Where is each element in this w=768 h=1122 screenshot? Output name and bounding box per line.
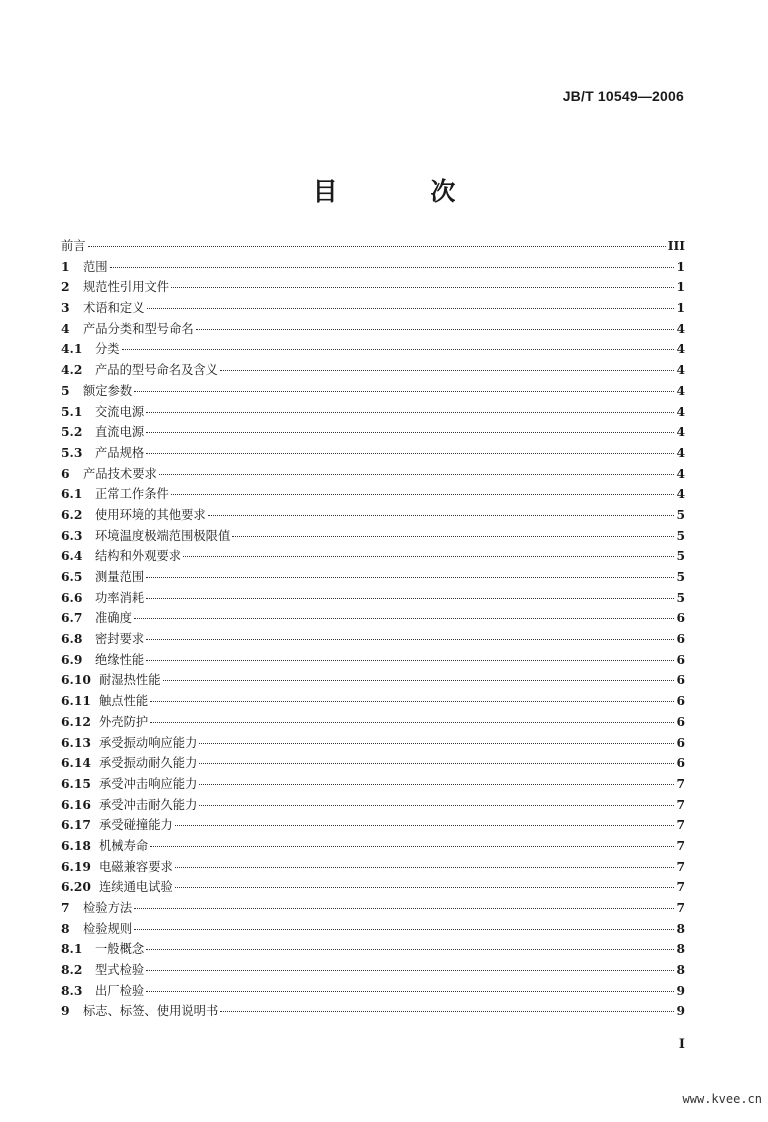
toc-entry-label: 产品的型号命名及含义 bbox=[95, 363, 218, 378]
toc-entry[interactable] bbox=[61, 691, 685, 712]
toc-entry-page: 1 bbox=[676, 258, 685, 274]
toc-entry-page: 7 bbox=[676, 858, 685, 874]
toc-leader-dots bbox=[134, 617, 675, 619]
toc-leader-dots bbox=[232, 535, 674, 537]
toc-entry[interactable] bbox=[61, 877, 685, 898]
toc-leader-dots bbox=[122, 348, 675, 350]
toc-leader-dots bbox=[134, 390, 674, 392]
toc-leader-dots bbox=[159, 473, 675, 475]
toc-leader-dots bbox=[146, 948, 674, 950]
toc-entry-page: 4 bbox=[676, 362, 685, 378]
toc-leader-dots bbox=[171, 493, 675, 495]
toc-leader-dots bbox=[171, 286, 674, 288]
toc-entry-number: 6.20 bbox=[61, 879, 91, 895]
toc-entry[interactable] bbox=[61, 464, 685, 485]
toc-entry-label: 密封要求 bbox=[95, 632, 145, 647]
toc-entry-number: 1 bbox=[61, 258, 70, 274]
toc-entry[interactable] bbox=[61, 588, 685, 609]
toc-entry-number: 6.16 bbox=[61, 796, 91, 812]
toc-leader-dots bbox=[110, 266, 675, 268]
toc-entry-number: 6.1 bbox=[61, 486, 83, 502]
toc-entry[interactable] bbox=[61, 608, 685, 629]
toc-entry-number: 6.8 bbox=[61, 631, 83, 647]
toc-entry-label: 产品技术要求 bbox=[83, 466, 157, 481]
toc-entry[interactable] bbox=[61, 795, 685, 816]
toc-entry[interactable] bbox=[61, 1001, 685, 1022]
toc-entry-page: 4 bbox=[676, 465, 685, 481]
toc-entry-number: 4.2 bbox=[61, 362, 83, 378]
toc-entry-label: 承受碰撞能力 bbox=[99, 818, 173, 833]
toc-entry-number: 5 bbox=[61, 382, 70, 398]
toc-leader-dots bbox=[175, 824, 675, 826]
toc-entry-page: 7 bbox=[676, 900, 685, 915]
toc-leader-dots bbox=[199, 783, 674, 785]
toc-entry[interactable] bbox=[61, 402, 685, 423]
toc-entry[interactable] bbox=[61, 857, 685, 878]
toc-entry-number: 6.10 bbox=[61, 672, 91, 688]
toc-entry[interactable] bbox=[61, 815, 685, 836]
toc-entry[interactable] bbox=[61, 712, 685, 733]
toc-entry-label: 规范性引用文件 bbox=[83, 280, 170, 295]
toc-entry-page: 9 bbox=[676, 982, 685, 998]
toc-entry-label: 术语和定义 bbox=[83, 301, 145, 316]
toc-leader-dots bbox=[199, 804, 674, 806]
toc-entry-page: 6 bbox=[676, 610, 685, 626]
toc-entry-label: 分类 bbox=[95, 342, 120, 357]
toc-entry-number: 4 bbox=[61, 320, 70, 336]
toc-leader-dots bbox=[175, 866, 675, 868]
toc-entry-page: 1 bbox=[676, 279, 685, 295]
toc-entry-number: 6.15 bbox=[61, 775, 91, 791]
toc-entry[interactable] bbox=[61, 546, 685, 567]
toc-entry-number: 5.2 bbox=[61, 424, 83, 440]
toc-entry-number: 6.12 bbox=[61, 713, 91, 729]
toc-entry-number: 6.17 bbox=[61, 817, 91, 833]
toc-entry-number: 6.14 bbox=[61, 755, 91, 771]
toc-entry-label: 检验规则 bbox=[83, 921, 133, 936]
toc-entry-page: 6 bbox=[676, 734, 685, 750]
toc-entry[interactable] bbox=[61, 484, 685, 505]
toc-leader-dots bbox=[220, 369, 674, 371]
toc-entry-number: 8 bbox=[61, 920, 70, 936]
toc-entry-page: 4 bbox=[676, 486, 685, 502]
toc-leader-dots bbox=[88, 245, 666, 247]
toc-entry[interactable] bbox=[61, 277, 685, 298]
toc-entry-page: 5 bbox=[676, 527, 685, 543]
toc-entry-number: 8.1 bbox=[61, 941, 83, 957]
toc-entry-label: 环境温度极端范围极限值 bbox=[95, 528, 231, 543]
toc-entry-number: 6.3 bbox=[61, 527, 83, 543]
toc-entry[interactable] bbox=[61, 753, 685, 774]
toc-entry[interactable] bbox=[61, 339, 685, 360]
toc-entry-number: 6.9 bbox=[61, 651, 83, 667]
toc-entry[interactable] bbox=[61, 960, 685, 981]
toc-entry-page: 6 bbox=[676, 693, 685, 709]
toc-entry-label: 承受冲击响应能力 bbox=[99, 776, 198, 791]
toc-leader-dots bbox=[146, 431, 674, 433]
toc-entry-label: 标志、标签、使用说明书 bbox=[83, 1004, 219, 1019]
toc-entry-page: 8 bbox=[676, 962, 685, 978]
toc-entry[interactable] bbox=[61, 505, 685, 526]
toc-entry-page: 8 bbox=[676, 920, 685, 936]
toc-entry-page: 5 bbox=[676, 506, 685, 522]
toc-leader-dots bbox=[147, 307, 675, 309]
toc-entry[interactable] bbox=[61, 257, 685, 278]
toc-leader-dots bbox=[150, 845, 674, 847]
toc-entry-label: 连续通电试验 bbox=[99, 880, 173, 895]
toc-entry-label: 前言 bbox=[61, 239, 86, 253]
toc-entry-page: 7 bbox=[676, 837, 685, 853]
toc-entry[interactable] bbox=[61, 733, 685, 754]
toc-entry-label: 绝缘性能 bbox=[95, 652, 145, 667]
toc-entry[interactable] bbox=[61, 629, 685, 650]
toc-leader-dots bbox=[146, 969, 674, 971]
toc-entry-number: 5.1 bbox=[61, 403, 83, 419]
toc-entry[interactable] bbox=[61, 422, 685, 443]
toc-entry-label: 交流电源 bbox=[95, 404, 145, 419]
toc-entry-number: 9 bbox=[61, 1003, 70, 1019]
toc-entry[interactable] bbox=[61, 774, 685, 795]
toc-entry[interactable] bbox=[61, 360, 685, 381]
toc-entry[interactable] bbox=[61, 526, 685, 547]
toc-leader-dots bbox=[199, 742, 674, 744]
toc-entry-label: 检验方法 bbox=[83, 901, 133, 915]
toc-leader-dots bbox=[150, 721, 674, 723]
toc-entry[interactable] bbox=[61, 298, 685, 319]
standard-code: JB/T 10549—2006 bbox=[562, 88, 684, 104]
toc-entry-number: 6.13 bbox=[61, 734, 91, 750]
toc-entry-page: 6 bbox=[676, 631, 685, 647]
toc-entry[interactable] bbox=[61, 898, 685, 919]
toc-entry-label: 承受振动耐久能力 bbox=[99, 756, 198, 771]
toc-entry-number: 7 bbox=[61, 900, 70, 915]
toc-entry-label: 使用环境的其他要求 bbox=[95, 507, 206, 522]
toc-leader-dots bbox=[146, 638, 674, 640]
toc-entry[interactable] bbox=[61, 236, 685, 257]
toc-entry-page: 9 bbox=[676, 1003, 685, 1019]
toc-leader-dots bbox=[208, 514, 675, 516]
toc-entry[interactable] bbox=[61, 939, 685, 960]
toc-entry-label: 耐湿热性能 bbox=[99, 673, 161, 688]
toc-entry-number: 6 bbox=[61, 465, 70, 481]
toc-entry-number: 6.19 bbox=[61, 858, 91, 874]
toc-entry-page: 6 bbox=[676, 651, 685, 667]
toc-entry-label: 准确度 bbox=[95, 611, 132, 626]
toc-entry-number: 3 bbox=[61, 300, 70, 316]
toc-entry-label: 产品分类和型号命名 bbox=[83, 321, 194, 336]
toc-entry-number: 6.6 bbox=[61, 589, 83, 605]
toc-entry-label: 产品规格 bbox=[95, 445, 145, 460]
toc-entry-page: 7 bbox=[676, 775, 685, 791]
toc-entry-label: 直流电源 bbox=[95, 425, 145, 440]
toc-leader-dots bbox=[146, 990, 674, 992]
toc-entry-number: 5.3 bbox=[61, 444, 83, 460]
toc-leader-dots bbox=[150, 700, 674, 702]
toc-entry-number: 8.3 bbox=[61, 982, 83, 998]
toc-entry[interactable] bbox=[61, 836, 685, 857]
toc-entry-label: 型式检验 bbox=[95, 963, 145, 978]
toc-entry-label: 承受冲击耐久能力 bbox=[99, 797, 198, 812]
toc-entry-number: 4.1 bbox=[61, 341, 83, 357]
toc-leader-dots bbox=[146, 452, 674, 454]
toc-entry-number: 6.4 bbox=[61, 548, 83, 564]
toc-entry[interactable] bbox=[61, 650, 685, 671]
toc-leader-dots bbox=[183, 555, 674, 557]
toc-entry-number: 2 bbox=[61, 279, 70, 295]
toc-leader-dots bbox=[196, 328, 675, 330]
toc-entry-page: 7 bbox=[676, 817, 685, 833]
toc-entry-page: 4 bbox=[676, 320, 685, 336]
toc-entry-page: 5 bbox=[676, 569, 685, 584]
toc-entry-page: 5 bbox=[676, 589, 685, 605]
watermark: www.kvee.cn bbox=[682, 1092, 762, 1106]
toc-leader-dots bbox=[146, 597, 674, 599]
toc-entry[interactable] bbox=[61, 981, 685, 1002]
toc-entry-page: 6 bbox=[676, 713, 685, 729]
toc-leader-dots bbox=[134, 907, 674, 909]
toc-entry[interactable] bbox=[61, 443, 685, 464]
toc-leader-dots bbox=[175, 886, 675, 888]
toc-leader-dots bbox=[220, 1010, 674, 1012]
toc-entry-label: 外壳防护 bbox=[99, 714, 149, 729]
toc-entry[interactable] bbox=[61, 919, 685, 940]
toc-entry-number: 6.18 bbox=[61, 837, 91, 853]
toc-entry[interactable] bbox=[61, 319, 685, 340]
toc-entry[interactable] bbox=[61, 567, 685, 588]
toc-entry-page: 6 bbox=[676, 672, 685, 688]
toc-entry-label: 触点性能 bbox=[99, 694, 149, 709]
toc-entry-page: 4 bbox=[676, 424, 685, 440]
toc-leader-dots bbox=[146, 576, 674, 578]
toc-entry-page: 7 bbox=[676, 796, 685, 812]
toc-entry-page: 1 bbox=[676, 300, 685, 316]
table-of-contents bbox=[61, 236, 685, 1022]
toc-entry-number: 6.11 bbox=[61, 693, 91, 709]
toc-entry-page: III bbox=[667, 238, 685, 253]
toc-leader-dots bbox=[146, 659, 674, 661]
toc-entry[interactable] bbox=[61, 381, 685, 402]
toc-entry-page: 4 bbox=[676, 382, 685, 398]
toc-leader-dots bbox=[199, 762, 674, 764]
toc-entry-page: 6 bbox=[676, 755, 685, 771]
toc-entry-label: 测量范围 bbox=[95, 570, 145, 584]
toc-title: 目 次 bbox=[312, 177, 498, 206]
toc-entry-page: 4 bbox=[676, 403, 685, 419]
toc-entry-number: 6.2 bbox=[61, 506, 83, 522]
toc-entry-page: 4 bbox=[676, 444, 685, 460]
toc-entry-label: 正常工作条件 bbox=[95, 487, 169, 502]
toc-entry-page: 7 bbox=[676, 879, 685, 895]
toc-entry-label: 电磁兼容要求 bbox=[99, 859, 173, 874]
toc-entry-label: 结构和外观要求 bbox=[95, 549, 182, 564]
toc-entry-page: 4 bbox=[676, 341, 685, 357]
toc-entry[interactable] bbox=[61, 670, 685, 691]
toc-entry-number: 6.7 bbox=[61, 610, 83, 626]
toc-entry-label: 一般概念 bbox=[95, 942, 145, 957]
toc-entry-label: 额定参数 bbox=[83, 383, 133, 398]
toc-entry-page: 8 bbox=[676, 941, 685, 957]
toc-entry-label: 承受振动响应能力 bbox=[99, 735, 198, 750]
toc-entry-page: 5 bbox=[676, 548, 685, 564]
page-number: I bbox=[678, 1037, 685, 1052]
toc-entry-label: 机械寿命 bbox=[99, 838, 149, 853]
toc-entry-label: 范围 bbox=[83, 259, 108, 274]
toc-leader-dots bbox=[146, 411, 674, 413]
toc-entry-label: 功率消耗 bbox=[95, 590, 145, 605]
toc-entry-number: 8.2 bbox=[61, 962, 83, 978]
toc-leader-dots bbox=[134, 928, 674, 930]
toc-leader-dots bbox=[163, 679, 675, 681]
toc-entry-label: 出厂检验 bbox=[95, 983, 145, 998]
toc-entry-number: 6.5 bbox=[61, 569, 83, 584]
